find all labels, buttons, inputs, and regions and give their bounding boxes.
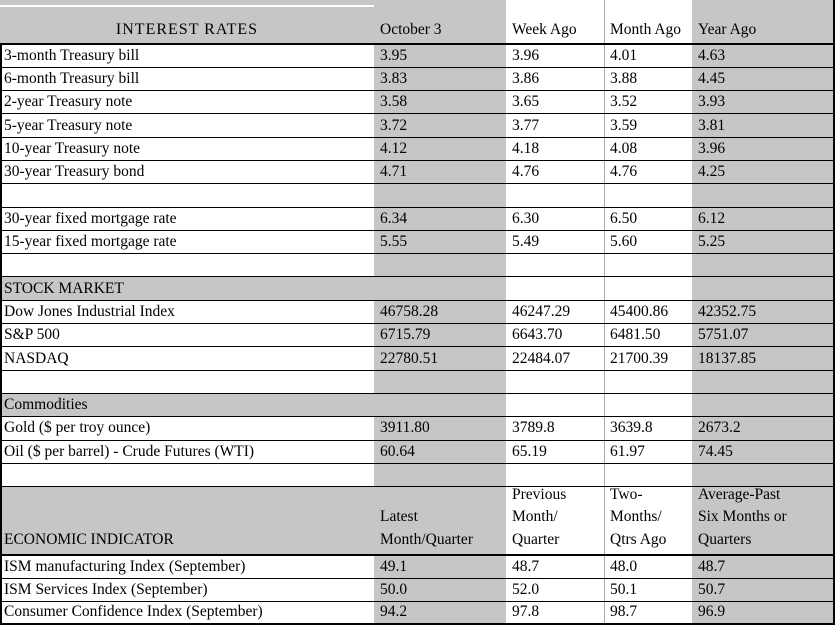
header-line: Six Months or — [698, 508, 787, 526]
value-week-ago: 5.49 — [506, 231, 604, 253]
value-october-3: 4.71 — [374, 161, 506, 183]
header-line: Month/Quarter — [380, 530, 473, 548]
table-row — [0, 231, 835, 254]
spacer-row — [0, 184, 835, 207]
value-previous: 97.8 — [506, 602, 604, 623]
spacer-cell — [692, 371, 835, 393]
table-row — [0, 417, 835, 440]
section-cell — [506, 394, 604, 416]
header-line: ECONOMIC INDICATOR — [4, 530, 174, 548]
value-year-ago: 6.12 — [692, 208, 835, 230]
value-month-ago: 4.01 — [604, 45, 692, 67]
value-latest: 94.2 — [374, 602, 506, 623]
spacer-cell — [0, 371, 374, 393]
row-label: NASDAQ — [0, 347, 374, 369]
value-october-3: 3.58 — [374, 91, 506, 113]
section-title-stock-market: STOCK MARKET — [0, 277, 374, 299]
spacer-cell — [506, 464, 604, 486]
table-row — [0, 91, 835, 114]
column-header-previous — [506, 487, 604, 554]
value-october-3: 6.34 — [374, 208, 506, 230]
spacer-cell — [374, 184, 506, 206]
value-week-ago: 6643.70 — [506, 324, 604, 346]
row-label: ISM manufacturing Index (September) — [0, 556, 374, 578]
spacer-cell — [692, 254, 835, 276]
value-week-ago: 3.86 — [506, 68, 604, 90]
spacer-cell — [692, 184, 835, 206]
header-line: Quarters — [698, 530, 752, 548]
column-header-latest — [374, 487, 506, 554]
value-year-ago: 3.81 — [692, 114, 835, 136]
table-row — [0, 579, 835, 602]
value-week-ago: 6.30 — [506, 208, 604, 230]
table-row — [0, 114, 835, 137]
header-line: Previous — [512, 487, 567, 503]
column-header-month-ago: Month Ago — [604, 7, 692, 43]
spacer-cell — [374, 371, 506, 393]
value-year-ago: 4.45 — [692, 68, 835, 90]
row-label: 3-month Treasury bill — [0, 45, 374, 67]
value-week-ago: 65.19 — [506, 441, 604, 463]
spacer-cell — [604, 371, 692, 393]
row-label: 5-year Treasury note — [0, 114, 374, 136]
spacer-cell — [0, 464, 374, 486]
value-week-ago: 4.76 — [506, 161, 604, 183]
value-year-ago: 4.25 — [692, 161, 835, 183]
header-line: Latest — [380, 508, 418, 526]
table-row — [0, 324, 835, 347]
value-week-ago: 3.77 — [506, 114, 604, 136]
header-line: Qtrs Ago — [610, 530, 667, 548]
value-october-3: 3.72 — [374, 114, 506, 136]
value-two-months-ago: 48.0 — [604, 556, 692, 578]
value-month-ago: 6481.50 — [604, 324, 692, 346]
value-october-3: 3.83 — [374, 68, 506, 90]
value-month-ago: 21700.39 — [604, 347, 692, 369]
spacer-cell — [604, 254, 692, 276]
column-header-october-3: October 3 — [374, 7, 506, 43]
value-year-ago: 4.63 — [692, 45, 835, 67]
row-label: Dow Jones Industrial Index — [0, 301, 374, 323]
value-average-past: 48.7 — [692, 556, 835, 578]
value-year-ago: 74.45 — [692, 441, 835, 463]
value-october-3: 6715.79 — [374, 324, 506, 346]
header-line: Month/ — [512, 508, 558, 526]
spacer-row — [0, 464, 835, 487]
value-month-ago: 3.88 — [604, 68, 692, 90]
table-row — [0, 556, 835, 579]
spacer-cell — [604, 184, 692, 206]
column-header-week-ago: Week Ago — [506, 7, 604, 43]
value-month-ago: 6.50 — [604, 208, 692, 230]
value-year-ago: 5.25 — [692, 231, 835, 253]
value-week-ago: 22484.07 — [506, 347, 604, 369]
value-two-months-ago: 50.1 — [604, 579, 692, 601]
section-cell — [692, 394, 835, 416]
value-week-ago: 3789.8 — [506, 417, 604, 439]
row-label: Gold ($ per troy ounce) — [0, 417, 374, 439]
row-label: Consumer Confidence Index (September) — [0, 602, 374, 623]
section-cell — [604, 394, 692, 416]
value-month-ago: 3.52 — [604, 91, 692, 113]
spacer-cell — [604, 464, 692, 486]
spacer-cell — [0, 184, 374, 206]
economic-indicator-header-row — [0, 487, 835, 556]
value-week-ago: 4.18 — [506, 138, 604, 160]
column-header-year-ago: Year Ago — [692, 7, 835, 43]
row-label: Oil ($ per barrel) - Crude Futures (WTI) — [0, 441, 374, 463]
row-label: 2-year Treasury note — [0, 91, 374, 113]
value-year-ago: 18137.85 — [692, 347, 835, 369]
section-title-interest-rates: INTEREST RATES — [0, 7, 374, 43]
row-label: S&P 500 — [0, 324, 374, 346]
row-label: ISM Services Index (September) — [0, 579, 374, 601]
spacer-row — [0, 254, 835, 277]
value-october-3: 3911.80 — [374, 417, 506, 439]
table-row — [0, 45, 835, 68]
column-header-two-months — [604, 487, 692, 554]
value-month-ago: 4.08 — [604, 138, 692, 160]
spacer-cell — [374, 464, 506, 486]
table-row — [0, 161, 835, 184]
value-october-3: 3.95 — [374, 45, 506, 67]
table-left-border — [0, 44, 2, 625]
value-year-ago: 3.96 — [692, 138, 835, 160]
value-latest: 50.0 — [374, 579, 506, 601]
value-october-3: 22780.51 — [374, 347, 506, 369]
row-label: 6-month Treasury bill — [0, 68, 374, 90]
section-cell — [692, 277, 835, 299]
section-cell — [374, 394, 506, 416]
section-row-stock-market — [0, 277, 835, 300]
spacer-cell — [0, 254, 374, 276]
value-average-past: 96.9 — [692, 602, 835, 623]
value-month-ago: 3639.8 — [604, 417, 692, 439]
value-average-past: 50.7 — [692, 579, 835, 601]
value-october-3: 4.12 — [374, 138, 506, 160]
table-row — [0, 347, 835, 370]
value-month-ago: 5.60 — [604, 231, 692, 253]
header-line: Months/ — [610, 508, 662, 526]
value-month-ago: 3.59 — [604, 114, 692, 136]
table-row — [0, 68, 835, 91]
header-line: Quarter — [512, 530, 560, 548]
value-week-ago: 3.65 — [506, 91, 604, 113]
row-label: 10-year Treasury note — [0, 138, 374, 160]
value-week-ago: 3.96 — [506, 45, 604, 67]
table-row — [0, 602, 835, 625]
value-month-ago: 45400.86 — [604, 301, 692, 323]
section-cell — [506, 277, 604, 299]
table-row — [0, 441, 835, 464]
value-month-ago: 61.97 — [604, 441, 692, 463]
section-title-economic-indicator — [0, 487, 374, 554]
value-year-ago: 3.93 — [692, 91, 835, 113]
row-label: 30-year Treasury bond — [0, 161, 374, 183]
spacer-cell — [506, 254, 604, 276]
table-row — [0, 301, 835, 324]
value-october-3: 5.55 — [374, 231, 506, 253]
table-row — [0, 208, 835, 231]
value-latest: 49.1 — [374, 556, 506, 578]
value-two-months-ago: 98.7 — [604, 602, 692, 623]
spacer-row — [0, 371, 835, 394]
spacer-cell — [506, 184, 604, 206]
value-october-3: 60.64 — [374, 441, 506, 463]
spacer-cell — [692, 464, 835, 486]
value-week-ago: 46247.29 — [506, 301, 604, 323]
section-cell — [604, 277, 692, 299]
section-row-commodities — [0, 394, 835, 417]
row-label: 15-year fixed mortgage rate — [0, 231, 374, 253]
header-line: Average-Past — [698, 487, 781, 503]
value-month-ago: 4.76 — [604, 161, 692, 183]
value-year-ago: 42352.75 — [692, 301, 835, 323]
spacer-cell — [374, 254, 506, 276]
value-previous: 48.7 — [506, 556, 604, 578]
column-header-average-past — [692, 487, 835, 554]
section-title-commodities: Commodities — [0, 394, 374, 416]
value-october-3: 46758.28 — [374, 301, 506, 323]
value-previous: 52.0 — [506, 579, 604, 601]
spacer-cell — [506, 371, 604, 393]
section-cell — [374, 277, 506, 299]
value-year-ago: 2673.2 — [692, 417, 835, 439]
interest-rates-header-row — [0, 7, 835, 45]
value-year-ago: 5751.07 — [692, 324, 835, 346]
header-line: Two- — [610, 487, 643, 503]
row-label: 30-year fixed mortgage rate — [0, 208, 374, 230]
table-row — [0, 138, 835, 161]
